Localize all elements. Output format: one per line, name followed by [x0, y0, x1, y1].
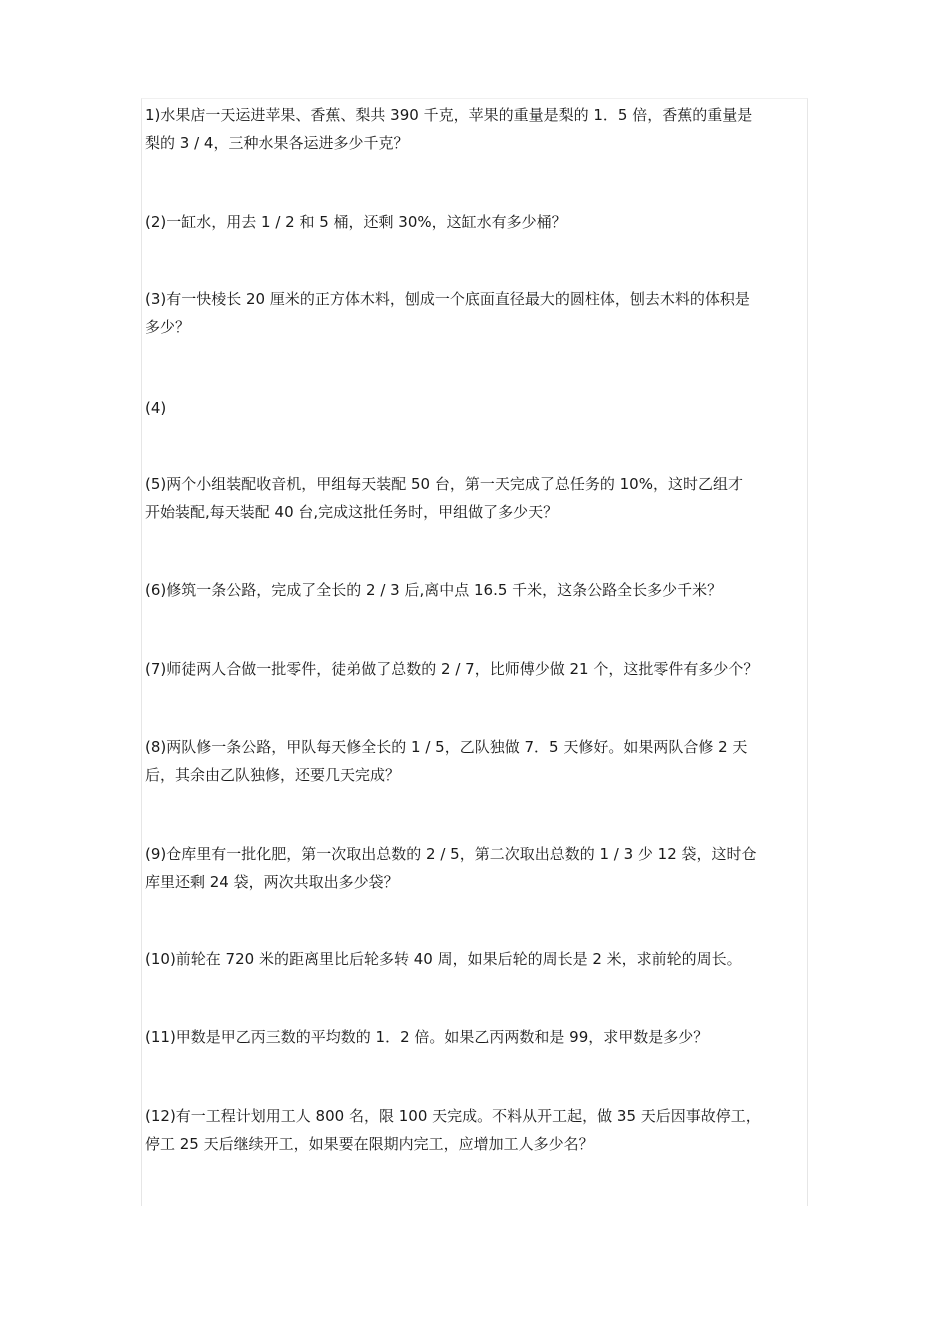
problem-2: [145, 208, 810, 236]
problem-9: [145, 840, 810, 896]
problem-12: [145, 1102, 810, 1158]
problem-5: [145, 470, 810, 526]
problem-line: 停工 25 天后继续开工，如果要在限期内完工，应增加工人多少名？: [145, 1135, 594, 1153]
problem-line: (11)甲数是甲乙丙三数的平均数的 1．2 倍。如果乙丙两数和是 99，求甲数是多少？: [145, 1028, 709, 1046]
problem-line: (4): [145, 399, 167, 417]
problem-line: 库里还剩 24 袋，两次共取出多少袋？: [145, 873, 399, 891]
problem-line: (12)有一工程计划用工人 800 名，限 100 天完成。不料从开工起，做 35 天后因事故停工，: [145, 1107, 761, 1125]
problem-1: [145, 101, 810, 157]
problem-line: (7)师徒两人合做一批零件，徒弟做了总数的 2 / 7，比师傅少做 21 个，这批零件有多少个？: [145, 660, 759, 678]
problem-line: 1)水果店一天运进苹果、香蕉、梨共 390 千克，苹果的重量是梨的 1．5 倍，香蕉的重量是: [145, 106, 753, 124]
problem-line: 梨的 3 / 4，三种水果各运进多少千克？: [145, 134, 409, 152]
problem-4: [145, 394, 810, 422]
problem-line: (2)一缸水，用去 1 / 2 和 5 桶，还剩 30%，这缸水有多少桶？: [145, 213, 567, 231]
problem-10: [145, 945, 810, 973]
problem-6: [145, 576, 810, 604]
problem-line: (10)前轮在 720 米的距离里比后轮多转 40 周，如果后轮的周长是 2 米，求前轮的周长。: [145, 950, 742, 968]
problem-line: (6)修筑一条公路，完成了全长的 2 / 3 后,离中点 16.5 千米，这条公路全长多少千米？: [145, 581, 723, 599]
problem-line: (5)两个小组装配收音机，甲组每天装配 50 台，第一天完成了总任务的 10%，这时乙组才: [145, 475, 743, 493]
problem-line: (3)有一快棱长 20 厘米的正方体木料，刨成一个底面直径最大的圆柱体，刨去木料的体积是: [145, 290, 750, 308]
problem-line: 开始装配,每天装配 40 台,完成这批任务时，甲组做了多少天？: [145, 503, 559, 521]
problem-line: (9)仓库里有一批化肥，第一次取出总数的 2 / 5，第二次取出总数的 1 / 3 少 12 袋，这时仓: [145, 845, 757, 863]
problem-7: [145, 655, 810, 683]
problem-line: (8)两队修一条公路，甲队每天修全长的 1 / 5，乙队独做 7．5 天修好。如果两队合修 2 天: [145, 738, 748, 756]
problem-line: 多少？: [145, 318, 191, 336]
problem-line: 后，其余由乙队独修，还要几天完成？: [145, 766, 401, 784]
problem-8: [145, 733, 810, 789]
problem-11: [145, 1023, 810, 1051]
problem-3: [145, 285, 810, 341]
